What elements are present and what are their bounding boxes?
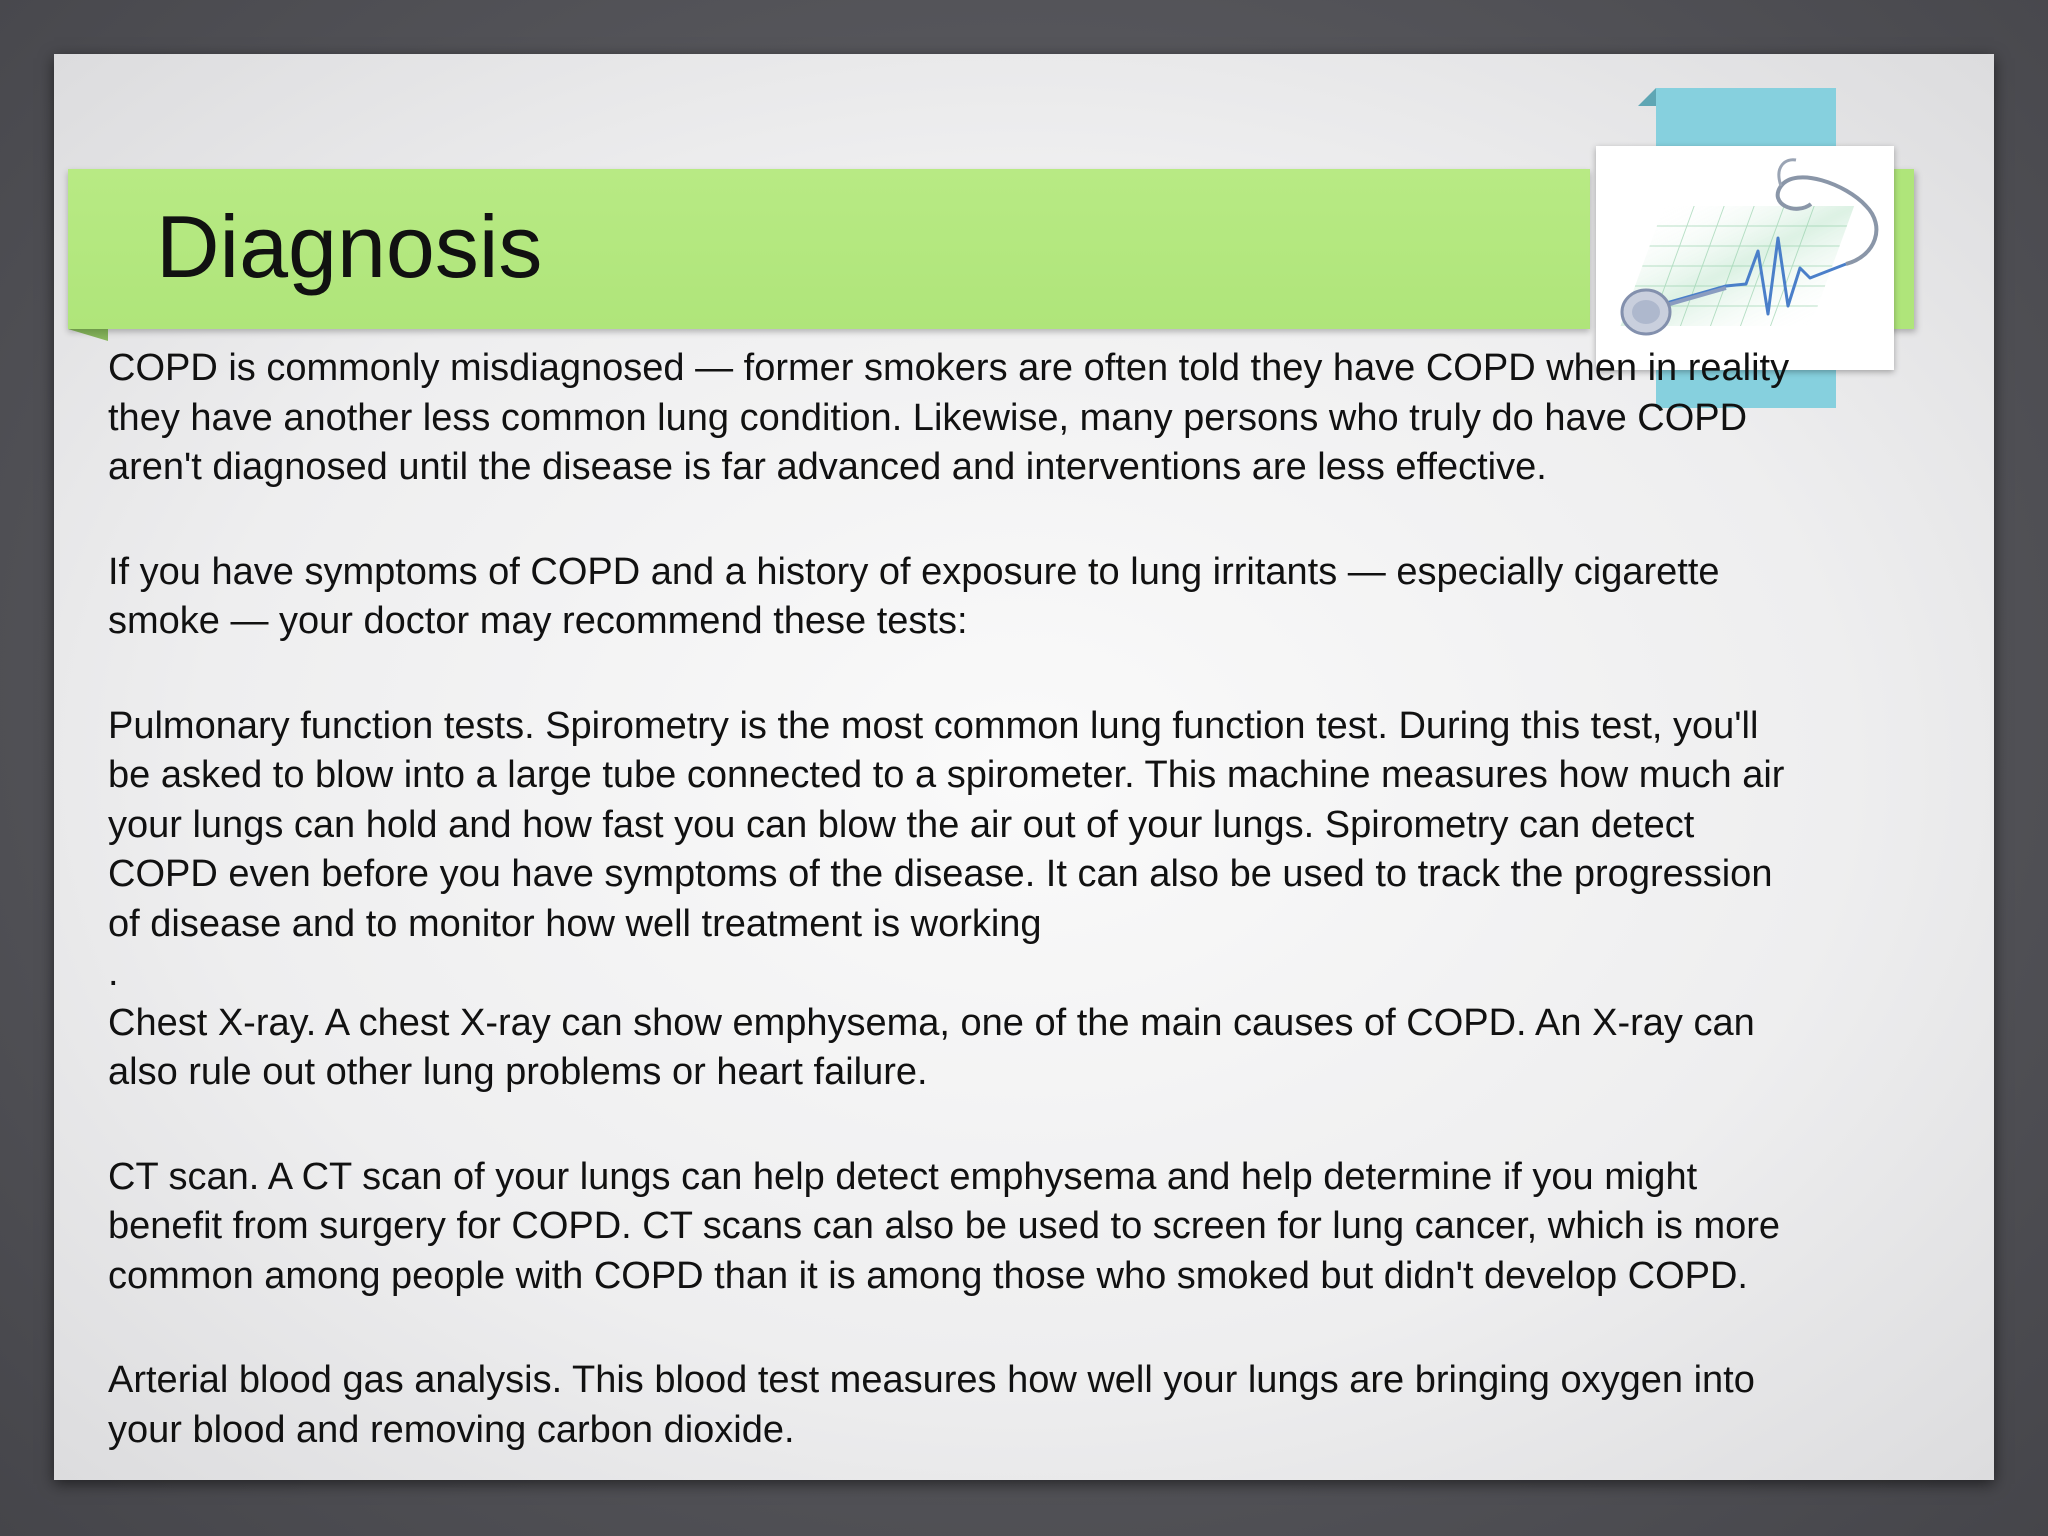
stethoscope-ekg-icon (1596, 146, 1894, 370)
paragraph-ct-scan: CT scan. A CT scan of your lungs can help detect emphysema and help determine if you might benefit from surgery for COPD. CT scans can also be used to screen for lung cancer, which is more common among people with COPD than it is among those who smoked but didn't develop COPD. (108, 1155, 1781, 1297)
slide-body (108, 344, 1948, 1510)
page-title: Diagnosis (156, 197, 543, 296)
paragraph-chest-xray: Chest X-ray. A chest X-ray can show emphysema, one of the main causes of COPD. An X-ray can also rule out other lung problems or heart failure. (108, 1001, 1755, 1093)
paragraph-blood-gas: Arterial blood gas analysis. This blood test measures how well your lungs are bringing oxygen into your blood and removing carbon dioxide. (108, 1359, 1755, 1451)
paragraph-intro: COPD is commonly misdiagnosed — former smokers are often told they have COPD when in reality they have another less common lung condition. Likewise, many persons who truly do have COPD aren't diagnosed until the disease is far advanced and interventions are less effective. (108, 347, 1790, 488)
paragraph-period: . (108, 952, 119, 994)
paragraph-pulmonary-tests: Pulmonary function tests. Spirometry is the most common lung function test. During this test, you'll be asked to blow into a large tube connected to a spirometer. This machine measures how much air your lungs can hold and how fast you can blow the air out of your lungs. Spirometry can detect COPD even before you have symptoms of the disease. It can also be used to track the progression of disease and to monitor how well treatment is working (108, 704, 1785, 945)
paragraph-symptoms: If you have symptoms of COPD and a history of exposure to lung irritants — especially cigarette smoke — your doctor may recommend these tests: (108, 550, 1720, 642)
